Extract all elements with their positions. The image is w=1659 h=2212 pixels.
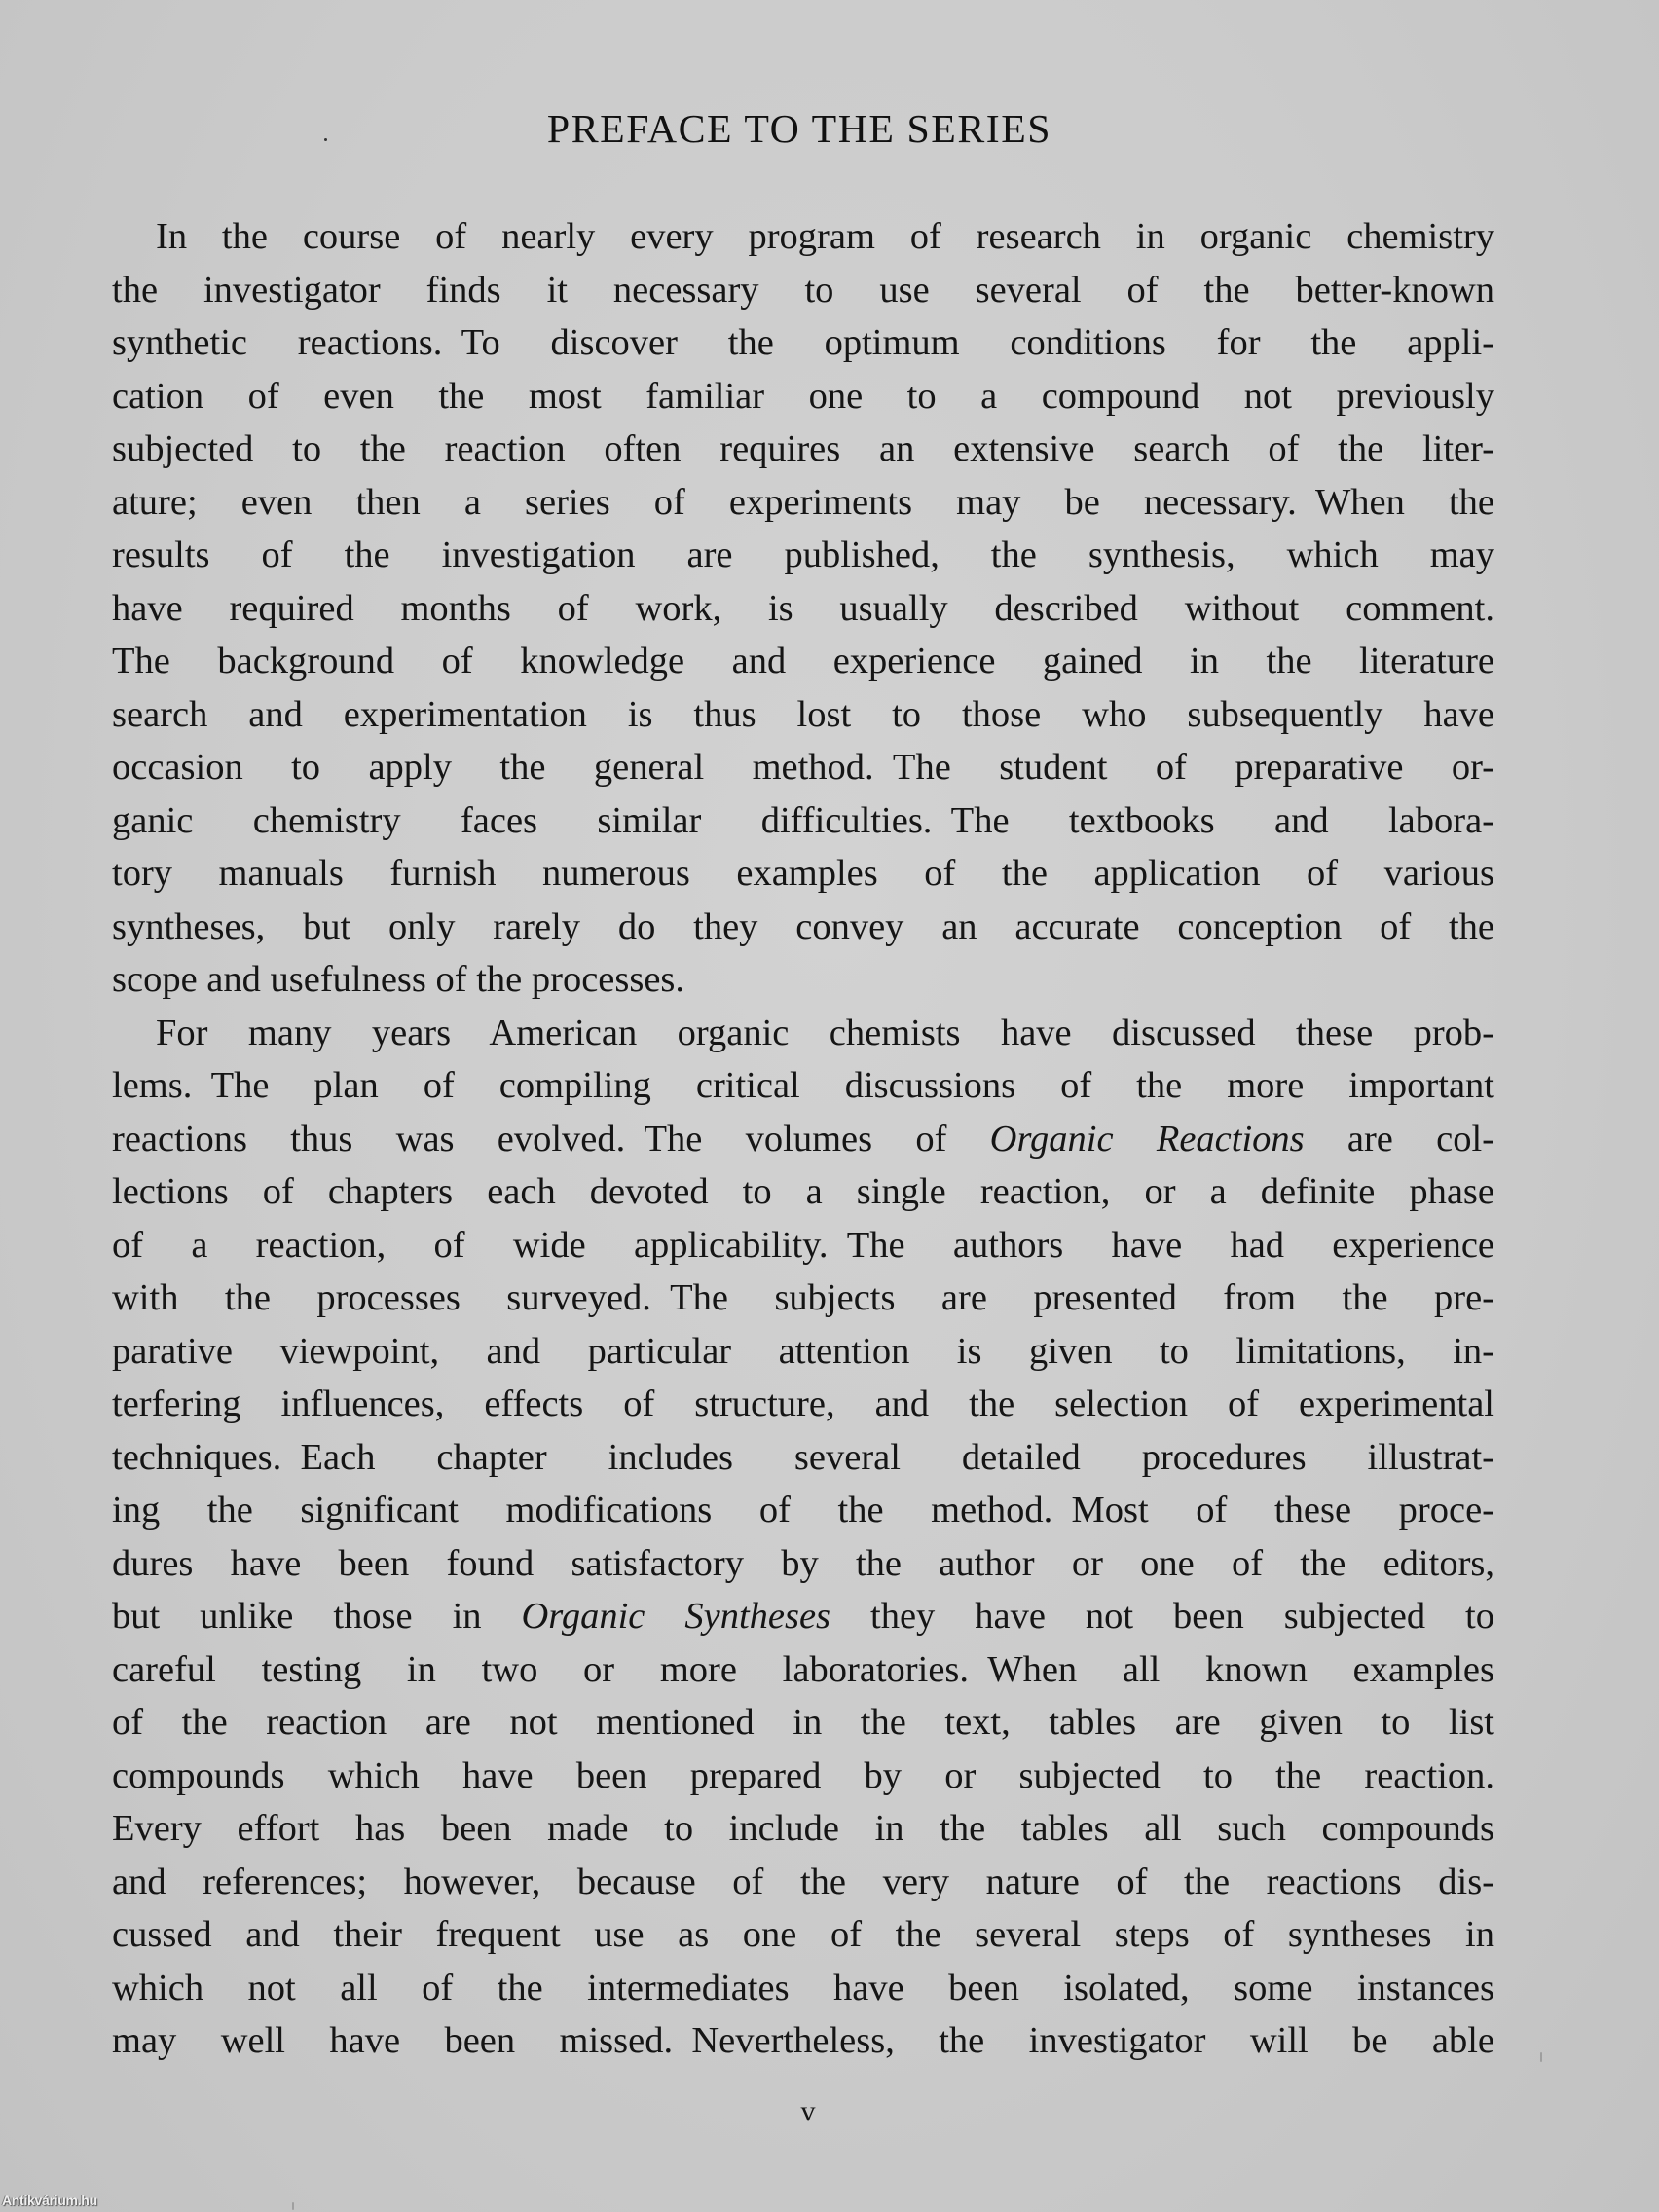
page-number: v (800, 2095, 816, 2127)
book-title-italic: Organic Reactions (989, 1118, 1305, 1160)
text-line: subjected to the reaction often requires an extensive search of the liter- (112, 428, 1494, 469)
text-run: they have not been subjected to (830, 1596, 1494, 1637)
text-line: syntheses, but only rarely do they convey an accurate conception of the (112, 905, 1494, 947)
paper-speck (292, 2202, 294, 2210)
text-line: occasion to apply the general method. The student of preparative or- (112, 747, 1494, 788)
paragraph-1 (112, 210, 1494, 1007)
text-line: scope and usefulness of the processes. (112, 959, 685, 1000)
text-line: have required months of work, is usually described without comment. (112, 587, 1494, 629)
text-line: careful testing in two or more laboratories. When all known examples (112, 1648, 1494, 1690)
text-line: cussed and their frequent use as one of the several steps of syntheses in (112, 1914, 1494, 1955)
text-run: but unlike those in (112, 1596, 522, 1637)
text-line: techniques. Each chapter includes several detailed procedures illustrat- (112, 1436, 1494, 1478)
page-title: PREFACE TO THE SERIES (546, 106, 1052, 151)
text-line: compounds which have been prepared by or subjected to the reaction. (112, 1754, 1494, 1796)
text-line: cation of even the most familiar one to a compound not previously (112, 375, 1494, 417)
text-line (112, 1113, 1494, 1166)
book-title-italic: Organic Syntheses (521, 1596, 831, 1637)
paper-speck (1540, 2052, 1542, 2062)
text-line: parative viewpoint, and particular attention is given to limitations, in- (112, 1330, 1494, 1372)
text-line: Every effort has been made to include in the tables all such compounds (112, 1808, 1494, 1849)
watermark-logo: Antikvárium.hu (2, 2193, 97, 2208)
text-line: lems. The plan of compiling critical discussions of the more important (112, 1065, 1494, 1106)
text-line: results of the investigation are published, the synthesis, which may (112, 535, 1494, 575)
text-line: may well have been missed. Nevertheless, the investigator will be able (112, 2020, 1494, 2061)
text-line: with the processes surveyed. The subjects are presented from the pre- (112, 1277, 1494, 1318)
text-line: For many years American organic chemists have discussed these prob- (156, 1012, 1494, 1053)
text-line: lections of chapters each devoted to a single reaction, or a definite phase (112, 1171, 1494, 1212)
text-run: are col- (1304, 1118, 1494, 1160)
text-line: The background of knowledge and experience gained in the literature (112, 641, 1494, 682)
text-line (112, 1590, 1494, 1643)
text-line: which not all of the intermediates have been isolated, some instances (112, 1967, 1494, 2009)
text-line: terfering influences, effects of structure, and the selection of experimental (112, 1383, 1494, 1424)
text-line: and references; however, because of the very nature of the reactions dis- (112, 1861, 1494, 1902)
text-run: reactions thus was evolved. The volumes of (112, 1118, 990, 1160)
text-line: of a reaction, of wide applicability. The authors have had experience (112, 1224, 1494, 1266)
paragraph-2 (112, 1007, 1494, 2068)
text-line: synthetic reactions. To discover the optimum conditions for the appli- (112, 322, 1494, 363)
text-line: search and experimentation is thus lost to those who subsequently have (112, 693, 1494, 735)
preface-body (112, 210, 1494, 2068)
text-line: In the course of nearly every program of research in organic chemistry (156, 216, 1494, 257)
text-line: tory manuals furnish numerous examples of the application of various (112, 853, 1494, 894)
text-line: ganic chemistry faces similar difficulties. The textbooks and labora- (112, 799, 1494, 841)
text-line: the investigator finds it necessary to use several of the better-known (112, 269, 1494, 311)
text-line: ing the significant modifications of the method. Most of these proce- (112, 1490, 1494, 1530)
text-line: dures have been found satisfactory by the author or one of the editors, (112, 1542, 1494, 1584)
text-line: ature; even then a series of experiments may be necessary. When the (112, 481, 1494, 523)
text-line: of the reaction are not mentioned in the text, tables are given to list (112, 1702, 1494, 1743)
